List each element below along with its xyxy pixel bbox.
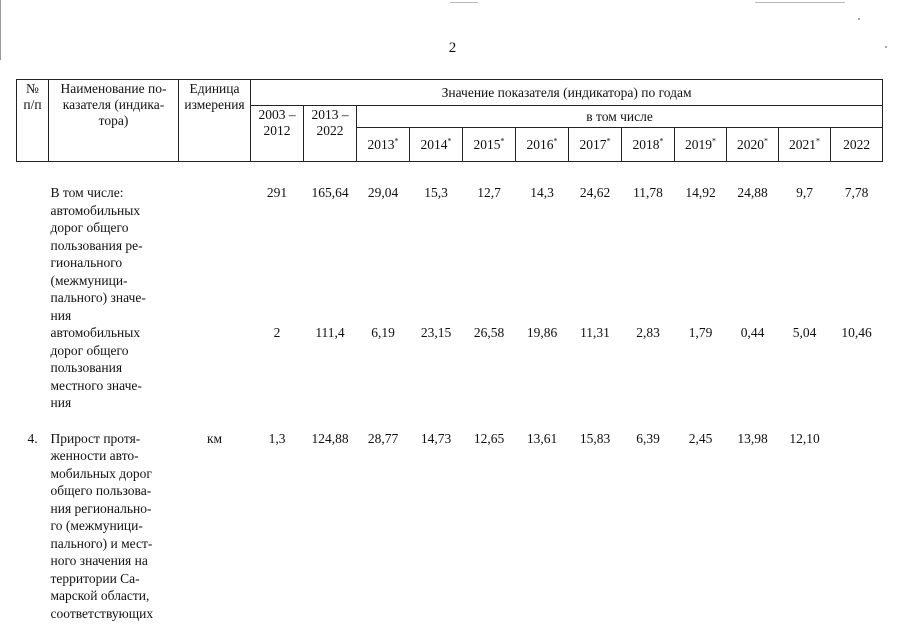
row-number: 4. (27, 430, 38, 446)
value-cell: 28,77 (367, 430, 399, 446)
value-cell: 12,7 (477, 185, 501, 200)
header-year-2021 (779, 128, 831, 162)
table-row (17, 162, 883, 325)
footnote-mark: * (764, 136, 768, 145)
header-year-label: 2018 (632, 136, 660, 152)
header-year-2015 (463, 128, 516, 162)
value-cell: 0,44 (740, 325, 765, 340)
header-year-2016 (516, 128, 569, 162)
value-cell: 1,79 (688, 325, 713, 340)
footnote-mark: * (394, 136, 399, 145)
value-cell: 6,39 (636, 430, 660, 446)
value-cell: 11,78 (633, 185, 663, 200)
table-header (17, 80, 883, 162)
footnote-mark: * (500, 136, 505, 145)
unit-of-measure: км (206, 430, 223, 446)
value-cell: 2,83 (636, 325, 660, 340)
value-cell: 13,98 (737, 430, 768, 446)
unit-of-measure (179, 324, 251, 412)
header-values-by-year: Значение показателя (индикатора) по годам (251, 80, 883, 106)
value-cell: 11,31 (580, 325, 610, 340)
indicator-name: Прирост протя- женности авто- мобильных дорог общего пользова- ния регионально- го (межмуници- пального) и мест- ного значения на территории Са- марской области, соответствующих (50, 430, 154, 621)
table-row (17, 324, 883, 412)
value-cell: 24,88 (737, 185, 768, 200)
value-cell: 1,3 (268, 430, 286, 446)
footnote-mark: * (816, 136, 820, 145)
header-year-2022 (831, 128, 883, 162)
indicator-table (16, 79, 883, 622)
page-number: 2 (448, 40, 457, 56)
table-row (17, 412, 883, 623)
value-cell: 7,78 (844, 185, 869, 200)
unit-of-measure (179, 162, 251, 325)
header-year-2018 (622, 128, 675, 162)
header-year-2014 (410, 128, 463, 162)
value-cell: 2 (273, 325, 281, 340)
header-year-label: 2015 (473, 136, 501, 152)
header-year-label: 2013 (367, 136, 395, 152)
value-cell: 291 (266, 185, 288, 200)
header-period-2003-2012: 2003 – 2012 (251, 106, 304, 162)
header-year-label: 2022 (843, 136, 871, 152)
footnote-mark: * (606, 136, 611, 145)
header-year-label: 2021 (789, 136, 816, 152)
value-cell: 14,73 (420, 430, 452, 446)
value-cell: 5,04 (792, 325, 817, 340)
header-year-2019 (675, 128, 727, 162)
value-cell: 15,3 (424, 185, 448, 200)
header-name: Наименование по- казателя (индика- тора) (49, 80, 179, 162)
scan-speck (858, 18, 860, 20)
header-year-label: 2017 (579, 136, 607, 152)
header-year-label: 2016 (526, 136, 554, 152)
header-year-2020 (727, 128, 779, 162)
value-cell: 14,92 (685, 185, 716, 200)
header-number: № п/п (17, 80, 49, 162)
header-year-label: 2014 (420, 136, 448, 152)
header-year-label: 2019 (685, 136, 712, 152)
value-cell: 111,4 (315, 325, 345, 340)
scan-mark (450, 2, 478, 3)
indicator-name: автомобильных дорог общего пользования местного значе- ния (50, 325, 142, 410)
value-cell: 2,45 (688, 430, 713, 446)
value-cell: 10,46 (841, 325, 872, 340)
value-cell: 6,19 (371, 325, 395, 340)
value-cell: 23,15 (420, 325, 452, 340)
value-cell: 12,65 (473, 430, 505, 446)
header-year-2017 (569, 128, 622, 162)
value-cell: 24,62 (579, 185, 611, 200)
table-body (17, 162, 883, 623)
footnote-mark: * (659, 136, 664, 145)
row-number (17, 324, 49, 412)
header-period-2013-2022: 2013 – 2022 (304, 106, 357, 162)
value-cell: 19,86 (526, 325, 558, 340)
value-cell: 124,88 (311, 430, 349, 446)
header-including: в том числе (357, 106, 883, 128)
value-cell: 165,64 (311, 185, 349, 200)
header-year-label: 2020 (737, 136, 764, 152)
value-cell: 14,3 (530, 185, 554, 200)
footnote-mark: * (712, 136, 716, 145)
scan-mark (755, 2, 845, 3)
value-cell: 13,61 (526, 430, 558, 446)
value-cell (831, 412, 883, 623)
value-cell: 26,58 (473, 325, 505, 340)
footnote-mark: * (553, 136, 558, 145)
value-cell: 29,04 (367, 185, 399, 200)
value-cell: 12,10 (789, 430, 820, 446)
row-number (17, 162, 49, 325)
footnote-mark: * (447, 136, 452, 145)
indicator-name: В том числе: автомобильных дорог общего пользования ре- гионального (межмуници- пального) значе- ния (50, 185, 146, 323)
value-cell: 15,83 (579, 430, 611, 446)
value-cell: 9,7 (796, 185, 813, 200)
header-year-2013 (357, 128, 410, 162)
header-unit: Единица измерения (179, 80, 251, 162)
